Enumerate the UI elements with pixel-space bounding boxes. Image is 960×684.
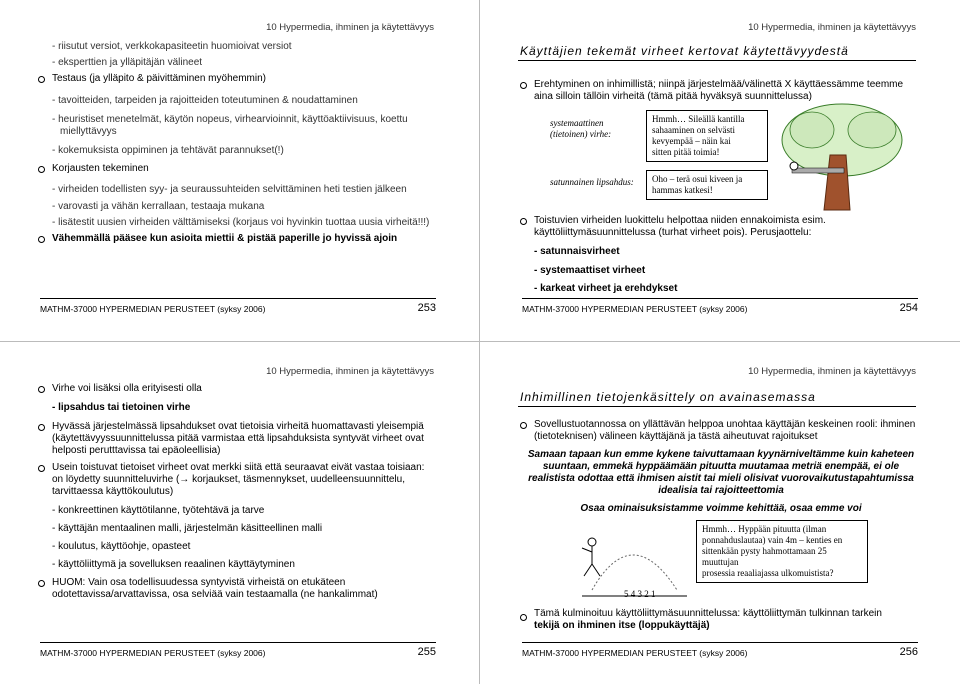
text-line: - eksperttien ja ylläpitäjän välineet <box>52 57 203 68</box>
slide-footer: MATHM-37000 HYPERMEDIAN PERUSTEET (syksy 2006) <box>40 304 266 314</box>
centered-text: Samaan tapaan kun emme kykene taivuttamaan kyynärniveltämme kuin kaheteen <box>527 449 915 460</box>
bullet-text: tarvittaessa käyttökoulutus) <box>52 486 174 497</box>
text-line: - kokemuksista oppiminen ja tehtävät parannukset(!) <box>52 145 284 156</box>
page-number: 256 <box>899 646 918 658</box>
bullet-text: Testaus (ja ylläpito & päivittäminen myöhemmin) <box>52 73 266 84</box>
slide-title: Käyttäjien tekemät virheet kertovat käytettävyydestä <box>520 44 849 58</box>
text-line: - tavoitteiden, tarpeiden ja rajoitteiden toteutuminen & noudattaminen <box>52 95 358 106</box>
bubble-line: Oho – terä osui kiveen ja <box>652 174 743 184</box>
label: (tietoinen) virhe: <box>550 129 612 139</box>
bullet-text: Hyvässä järjestelmässä lipsahdukset ovat tietoisia virheitä huomattavasti yleisempiä <box>52 421 424 432</box>
footer-separator <box>522 298 918 299</box>
slide-header: 10 Hypermedia, ihminen ja käytettävyys <box>748 22 916 33</box>
bullet-icon <box>38 166 45 173</box>
bullet-text: Sovellustuotannossa on yllättävän helppoa unohtaa käyttäjän keskeinen rooli: ihminen <box>534 419 916 430</box>
text-line: - satunnaisvirheet <box>534 246 620 257</box>
bullet-text: tekijä on ihminen itse (loppukäyttäjä) <box>534 620 710 631</box>
slide-footer: MATHM-37000 HYPERMEDIAN PERUSTEET (syksy 2006) <box>40 648 266 658</box>
footer-separator <box>40 642 436 643</box>
bubble-line: sittenkään pysty hahmottamaan 25 muuttujan <box>702 546 827 567</box>
bubble-line: Hmmh… Sileällä kantilla <box>652 114 745 124</box>
bubble-line: hammas katkesi! <box>652 185 713 195</box>
text-line: - konkreettinen käyttötilanne, työtehtävä ja tarve <box>52 505 265 516</box>
bullet-text: Korjausten tekeminen <box>52 163 149 174</box>
text-line: - karkeat virheet ja erehdykset <box>534 283 678 294</box>
bullet-icon <box>38 76 45 83</box>
bullet-text: (tietoteknisen) välineen käyttäjänä ja tästä aiheutuvat rajoitukset <box>534 431 818 442</box>
bullet-icon <box>38 236 45 243</box>
bullet-icon <box>38 386 45 393</box>
bullet-text: (käytettävyyssuunnittelussa pitää varmistaa että lipsahduksista syntyvät virheet ovat <box>52 433 424 444</box>
title-underline <box>518 60 916 61</box>
centered-text: idealisia tai rajoitteettomia <box>658 485 784 496</box>
bullet-text: helposti perutttavissa tai epäoleellisia) <box>52 445 221 456</box>
bullet-text: HUOM: Vain osa todellisuudessa syntyvistä virheistä on etukäteen <box>52 577 346 588</box>
slide-255 <box>0 344 478 684</box>
centered-text: Osaa ominaisuksistamme voimme kehittää, osaa emme voi <box>580 503 862 514</box>
bubble-line: ponnahduslautaa) vain 4m – kenties en <box>702 535 843 545</box>
bullet-icon <box>38 580 45 587</box>
page-number: 253 <box>417 302 436 314</box>
slide-header: 10 Hypermedia, ihminen ja käytettävyys <box>266 366 434 377</box>
bullet-text: on löydetty suunnitteluvirhe (→ korjaukset, täsmennykset, uudelleensuunnittelu, <box>52 474 405 485</box>
bullet-text: Tämä kulminoituu käyttöliittymäsuunnittelussa: käyttöliittymän tulkinnan tarkein <box>534 608 882 619</box>
horizontal-divider <box>0 341 960 342</box>
slide-253 <box>0 0 478 340</box>
bubble-line: kevyempää – näin kai <box>652 136 731 146</box>
text-line: - lisätestit uusien virheiden välttämiseksi (korjaus voi hyvinkin tuottaa uusia virheitä!!!) <box>52 217 430 228</box>
speech-bubble <box>646 110 768 162</box>
label: systemaattinen <box>550 118 604 128</box>
footer-separator <box>40 298 436 299</box>
text-line: miellyttävyys <box>60 126 117 137</box>
bullet-icon <box>38 465 45 472</box>
slide-footer: MATHM-37000 HYPERMEDIAN PERUSTEET (syksy 2006) <box>522 648 748 658</box>
text-line: - koulutus, käyttöohje, opasteet <box>52 541 191 552</box>
label: satunnainen lipsahdus: <box>550 177 634 187</box>
bullet-icon <box>520 614 527 621</box>
title-underline <box>518 406 916 407</box>
bullet-text: Vähemmällä pääsee kun asioita miettii & pistää paperille jo hyvissä ajoin <box>52 233 398 244</box>
bubble-line: sahaaminen on selvästi <box>652 125 735 135</box>
bullet-text: Usein toistuvat tietoiset virheet ovat merkki siitä että seuraavat eivät vastaa toisiaan: <box>52 462 425 473</box>
bullet-icon <box>520 422 527 429</box>
bullet-text: Virhe voi lisäksi olla erityisesti olla <box>52 383 202 394</box>
slide-title: Inhimillinen tietojenkäsittely on avainasemassa <box>520 390 816 404</box>
centered-text: realistista odottaa että ihmisen aistit tai mieli olisivat vuorovaikutustapahtumissa <box>528 473 914 484</box>
text-line: - riisutut versiot, verkkokapasiteetin huomioivat versiot <box>52 41 292 52</box>
bullet-text: Erehtyminen on inhimillistä; niinpä järjestelmää/välinettä X käyttäessämme teemme <box>534 79 904 90</box>
text-line: - lipsahdus tai tietoinen virhe <box>52 402 191 413</box>
slide-254 <box>482 0 960 340</box>
slide-footer: MATHM-37000 HYPERMEDIAN PERUSTEET (syksy 2006) <box>522 304 748 314</box>
text-line: - varovasti ja vähän kerrallaan, testaaja mukana <box>52 201 265 212</box>
bullet-icon <box>38 424 45 431</box>
text-line: - systemaattiset virheet <box>534 265 646 276</box>
text-line: - käyttöliittymä ja sovelluksen reaalinen käyttäytyminen <box>52 559 295 570</box>
page-number: 254 <box>899 302 918 314</box>
bullet-text: odotettavissa/arvattavissa, osa selviää vain testaamalla (ne hankalimmat) <box>52 589 378 600</box>
slide-header: 10 Hypermedia, ihminen ja käytettävyys <box>748 366 916 377</box>
page-number: 255 <box>417 646 436 658</box>
slide-header: 10 Hypermedia, ihminen ja käytettävyys <box>266 22 434 33</box>
bullet-icon <box>520 218 527 225</box>
bullet-text: käyttöliittymäsuunnittelussa (turhat virheet pois). Perusjaottelu: <box>534 227 812 238</box>
tree-saw-illustration <box>772 100 917 215</box>
centered-text: suuntaan, emmekä hyppäämään pituutta muutamaa metriä enempää, ei ole <box>542 461 900 472</box>
bubble-line: sitten pitää toimia! <box>652 147 720 157</box>
vertical-divider <box>479 0 480 684</box>
bullet-icon <box>520 82 527 89</box>
speech-bubble <box>696 520 868 583</box>
text-line: - virheiden todellisten syy- ja seuraussuhteiden selvittäminen heti testien jälkeen <box>52 184 407 195</box>
bullet-text: aina silloin tällöin virheitä (tämä pitää hyväksyä suunnittelussa) <box>534 91 812 102</box>
text-line: - käyttäjän mentaalinen malli, järjestelmän käsitteellinen malli <box>52 523 323 534</box>
bubble-line: Hmmh… Hyppään pituutta (ilman <box>702 524 827 534</box>
speech-bubble <box>646 170 768 200</box>
text-line: - heuristiset menetelmät, käytön nopeus, virhearvioinnit, käyttöaktiivisuus, koettu <box>52 114 408 125</box>
scale-labels: 5 4 3 2 1 <box>624 589 656 599</box>
bubble-line: prosessia reaaliajassa ulkomuistista? <box>702 568 834 578</box>
slide-256 <box>482 344 960 684</box>
bullet-text: Toistuvien virheiden luokittelu helpottaa niiden ennakoimista esim. <box>534 215 826 226</box>
footer-separator <box>522 642 918 643</box>
